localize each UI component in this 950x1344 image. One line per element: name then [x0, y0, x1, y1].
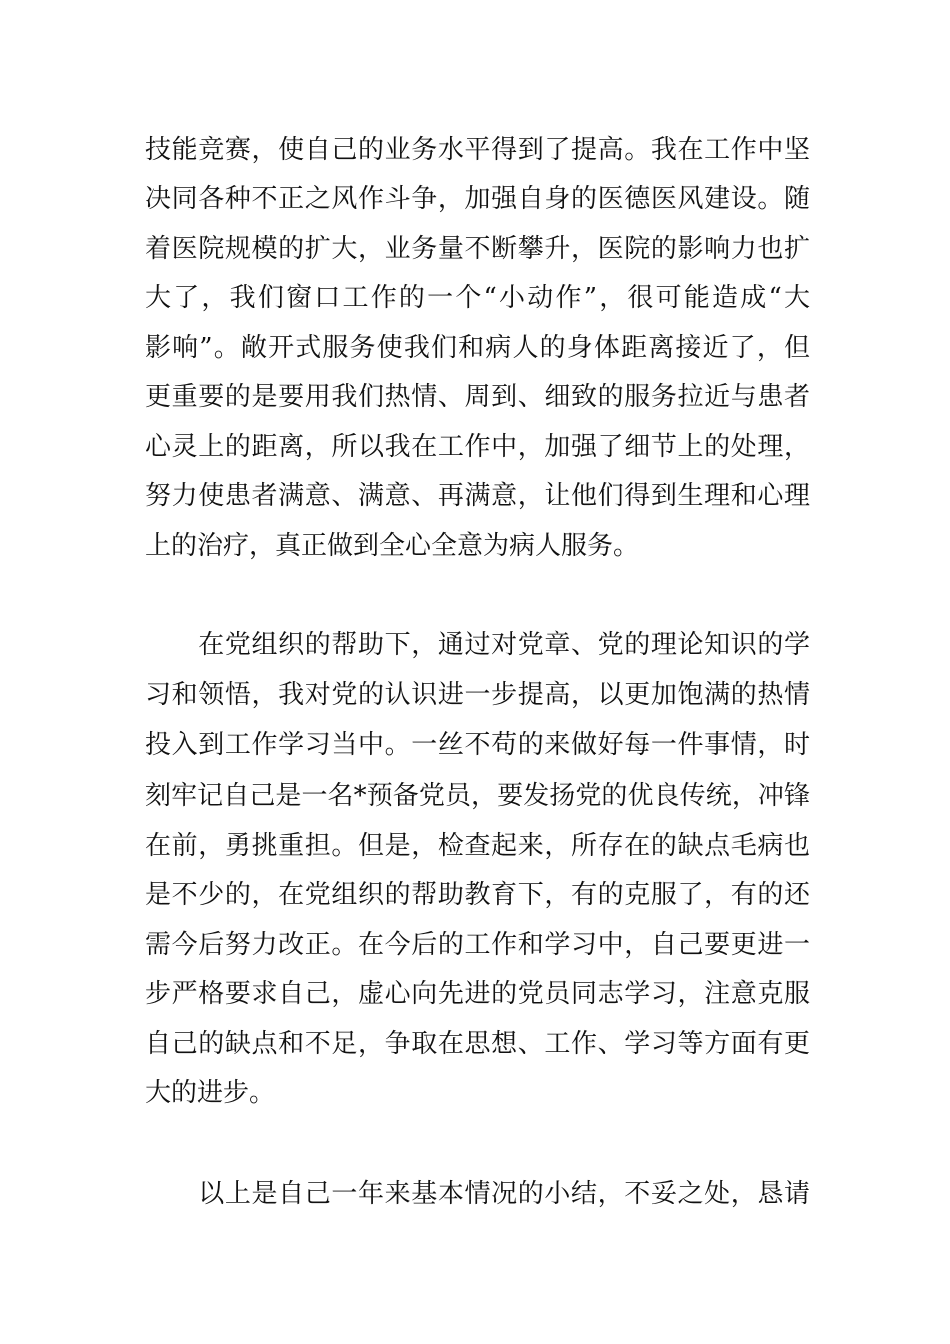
- paragraph-line: 自己的缺点和不足，争取在思想、工作、学习等方面有更: [145, 1029, 810, 1059]
- paragraph-line: 大的进步。: [145, 1078, 276, 1108]
- paragraph-line: 更重要的是要用我们热情、周到、细致的服务拉近与患者: [145, 382, 810, 412]
- paragraph-line: 刻牢记自己是一名*预备党员，要发扬党的优良传统，冲锋: [145, 781, 810, 811]
- paragraph-line: 决同各种不正之风作斗争，加强自身的医德医风建设。随: [145, 184, 810, 214]
- paragraph-line: 大了，我们窗口工作的一个“小动作”，很可能造成“大: [145, 283, 810, 313]
- paragraph-line: 着医院规模的扩大，业务量不断攀升，医院的影响力也扩: [145, 234, 810, 264]
- paragraph-line: 技能竞赛，使自己的业务水平得到了提高。我在工作中坚: [145, 135, 810, 165]
- paragraph-line: 以上是自己一年来基本情况的小结，不妥之处，恳请: [145, 1179, 810, 1209]
- paragraph-line: 在前，勇挑重担。但是，检查起来，所存在的缺点毛病也: [145, 831, 810, 861]
- paragraph-line: 是不少的，在党组织的帮助教育下，有的克服了，有的还: [145, 880, 810, 910]
- paragraph-line: 需今后努力改正。在今后的工作和学习中，自己要更进一: [145, 930, 810, 960]
- paragraph-line: 习和领悟，我对党的认识进一步提高，以更加饱满的热情: [145, 680, 810, 710]
- paragraph-line: 心灵上的距离，所以我在工作中，加强了细节上的处理，: [145, 432, 810, 462]
- paragraph-line: 在党组织的帮助下，通过对党章、党的理论知识的学: [145, 630, 810, 660]
- paragraph-line: 影响”。敞开式服务使我们和病人的身体距离接近了，但: [145, 333, 810, 363]
- paragraph-line: 投入到工作学习当中。一丝不苟的来做好每一件事情，时: [145, 730, 810, 760]
- paragraph-line: 步严格要求自己，虚心向先进的党员同志学习，注意克服: [145, 979, 810, 1009]
- paragraph-line: 上的治疗，真正做到全心全意为病人服务。: [145, 531, 640, 561]
- paragraph-line: 努力使患者满意、满意、再满意，让他们得到生理和心理: [145, 481, 810, 511]
